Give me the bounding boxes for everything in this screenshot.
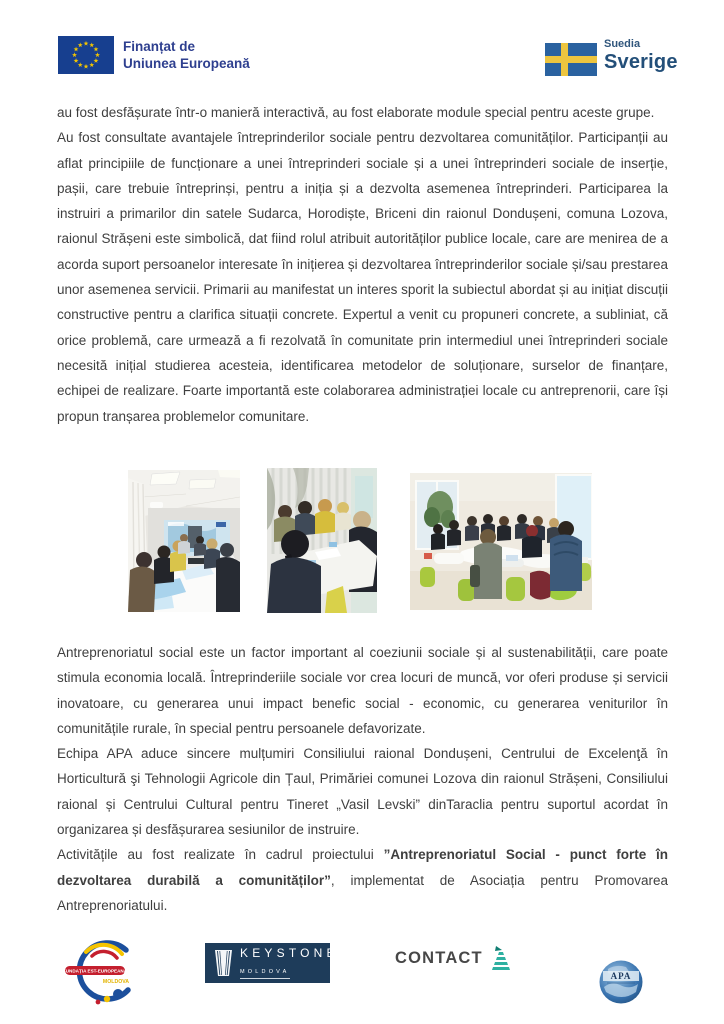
paragraph-1: au fost desfășurate într-o manieră interactivă, au fost elaborate module special pentru aceste grupe. — [57, 105, 655, 120]
eef-dot-blue — [113, 989, 123, 999]
contact-pyramid-icon — [487, 945, 515, 971]
sweden-label-ro: Suedia — [604, 38, 641, 50]
body-text-bottom — [57, 640, 668, 918]
eu-funding-logo — [58, 36, 250, 74]
eu-flag-icon — [58, 36, 114, 74]
eu-funding-line1: Finanțat de — [123, 38, 196, 54]
paragraph-5-prefix: Activitățile au fost realizate în cadrul proiectului — [57, 847, 384, 863]
photo-training-session-1 — [128, 470, 240, 612]
eef-band-text: FUNDAȚIA EST-EUROPEANĂ — [64, 968, 128, 974]
keystone-subtitle: MOLDOVA — [240, 969, 290, 979]
keystone-moldova-logo — [205, 943, 339, 983]
body-text-top — [57, 100, 668, 429]
eu-funding-line2: Uniunea Europeană — [123, 56, 250, 71]
contact-logo — [395, 945, 515, 971]
paragraph-3: Antreprenoriatul social este un factor important al coeziunii sociale și al sustenabilității, care poate stimula economia locală. Întreprinderiile sociale vor crea locuri de muncă, vor oferi produse și servicii inovatoare, cu generarea unui impact benefic social - economic, cu generarea veniturilor în comunitățile rurale, în special pentru persoanele defavorizate. — [57, 645, 668, 736]
apa-logo — [598, 959, 644, 1010]
sweden-text — [604, 38, 678, 73]
eef-dot-red — [96, 1000, 101, 1005]
paragraph-2: Au fost consultate avantajele întreprinderilor sociale pentru dezvoltarea comunităților. Participanții au aflat principiile de funcționare a unei întreprinderi sociale și a unei întreprinderi sociale de inserție, pașii, care trebuie întreprinși, pentru a iniția și a dezvolta asemenea întreprinderi. Participarea la instruiri a primarilor din satele Sudarca, Horodiște, Briceni din raionul Dondușeni, comuna Lozova, raionul Strășeni este simbolică, dat fiind rolul atribuit autorităților publice locale, care are menirea de a acorda suport persoanelor interesate în inițierea și dezvoltarea întreprinderilor sociale și/sau prestarea unor asemenea servicii. Primarii au manifestat un interes sporit la subiectul abordat și au inițiat discuții constructive pentru a clarifica situații concrete. Expertul a venit cu propuneri concrete, a subliniat, că orice problemă, care urmează a fi rezolvată în comunitate prin intermediul unei întreprinderi sociale necesită inițial studierea acesteia, identificarea metodelor de soluționare, surselor de finanțare, echipei de realizare. Foarte importantă este colaborarea administrației locale cu antreprenorii, care își propun tranșarea problemelor comunitare. — [57, 130, 668, 424]
paragraph-5 — [57, 842, 668, 918]
paragraph-5-suffix: , implementat de Asociația pentru Promovarea Antreprenoriatului. — [57, 872, 668, 913]
sweden-flag-icon — [545, 43, 597, 76]
eef-dot-yellow — [104, 996, 110, 1002]
sweden-logo — [545, 38, 678, 76]
photo-training-session-3 — [410, 473, 592, 610]
project-title-bold: ”Antreprenoriatul Social - punct forte în dezvoltarea durabilă a comunităților” — [57, 847, 669, 888]
eu-funding-text — [123, 38, 250, 73]
keystone-text — [240, 947, 339, 979]
contact-wordmark: CONTACT — [395, 948, 483, 967]
photo-training-session-2 — [267, 468, 377, 613]
keystone-title: KEYSTONE — [240, 946, 339, 960]
eef-moldova-text: MOLDOVA — [102, 979, 130, 985]
eef-moldova-logo — [64, 936, 140, 1021]
keystone-icon — [212, 948, 235, 978]
sweden-label-sv: Sverige — [604, 51, 678, 73]
paragraph-4: Echipa APA aduce sincere mulțumiri Consiliului raional Dondușeni, Centrului de Excelenţă în Horticultură şi Tehnologii Agricole din Țaul, Primăriei comunei Lozova din raionul Strășeni, Consiliului raional și Centrului Cultural pentru Tineret „Vasil Levski” dinTaraclia pentru suportul acordat în organizarea și desfășurarea sesiunilor de instruire. — [57, 746, 668, 838]
apa-wordmark: APA — [610, 971, 632, 981]
